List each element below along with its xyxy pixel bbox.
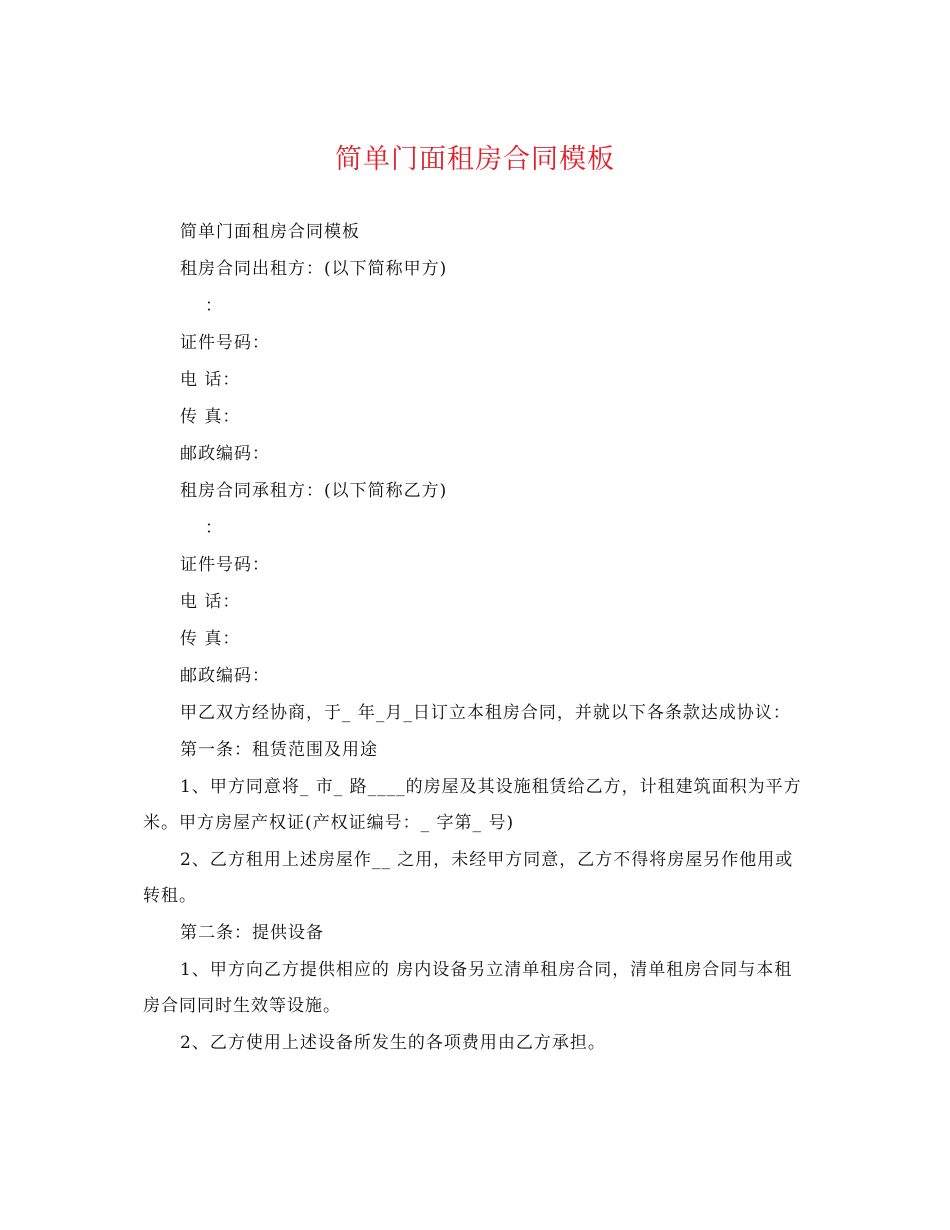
lessor-fax-label: 传 真： bbox=[180, 407, 241, 427]
lessee-postcode-label: 邮政编码： bbox=[180, 666, 270, 686]
article1-heading: 第一条：租赁范围及用途 bbox=[180, 740, 378, 760]
document-title: 简单门面租房合同模板 bbox=[335, 144, 615, 175]
lessee-phone-label: 电 话： bbox=[180, 592, 241, 612]
article1-item1: 1、甲方同意将_ 市_ 路____的房屋及其设施租赁给乙方，计租建筑面积为平方米。甲方房屋产权证(产权证编号：_ 字第_ 号) bbox=[143, 777, 802, 833]
lessor-id-label: 证件号码： bbox=[180, 333, 270, 353]
lessor-postcode-label: 邮政编码： bbox=[180, 444, 270, 464]
document-body bbox=[143, 214, 808, 1062]
article1-item2: 2、乙方租用上述房屋作__ 之用，未经甲方同意，乙方不得将房屋另作他用或转租。 bbox=[143, 850, 794, 906]
lessor-phone-label: 电 话： bbox=[180, 370, 241, 390]
article2-heading: 第二条：提供设备 bbox=[180, 923, 324, 943]
lessee-heading: 租房合同承租方：(以下简称乙方) bbox=[180, 481, 448, 501]
lessee-id-label: 证件号码： bbox=[180, 555, 270, 575]
article2-item2: 2、乙方使用上述设备所发生的各项费用由乙方承担。 bbox=[180, 1033, 606, 1053]
lessor-colon: ： bbox=[205, 296, 223, 316]
subtitle: 简单门面租房合同模板 bbox=[180, 222, 360, 242]
lessee-colon: ： bbox=[205, 518, 223, 538]
agreement-intro: 甲乙双方经协商，于_ 年_月_日订立本租房合同，并就以下各条款达成协议： bbox=[180, 703, 791, 723]
lessee-fax-label: 传 真： bbox=[180, 629, 241, 649]
lessor-heading: 租房合同出租方：(以下简称甲方) bbox=[180, 259, 448, 279]
article2-item1: 1、甲方向乙方提供相应的 房内设备另立清单租房合同，清单租房合同与本租房合同同时生效等设施。 bbox=[143, 960, 793, 1016]
